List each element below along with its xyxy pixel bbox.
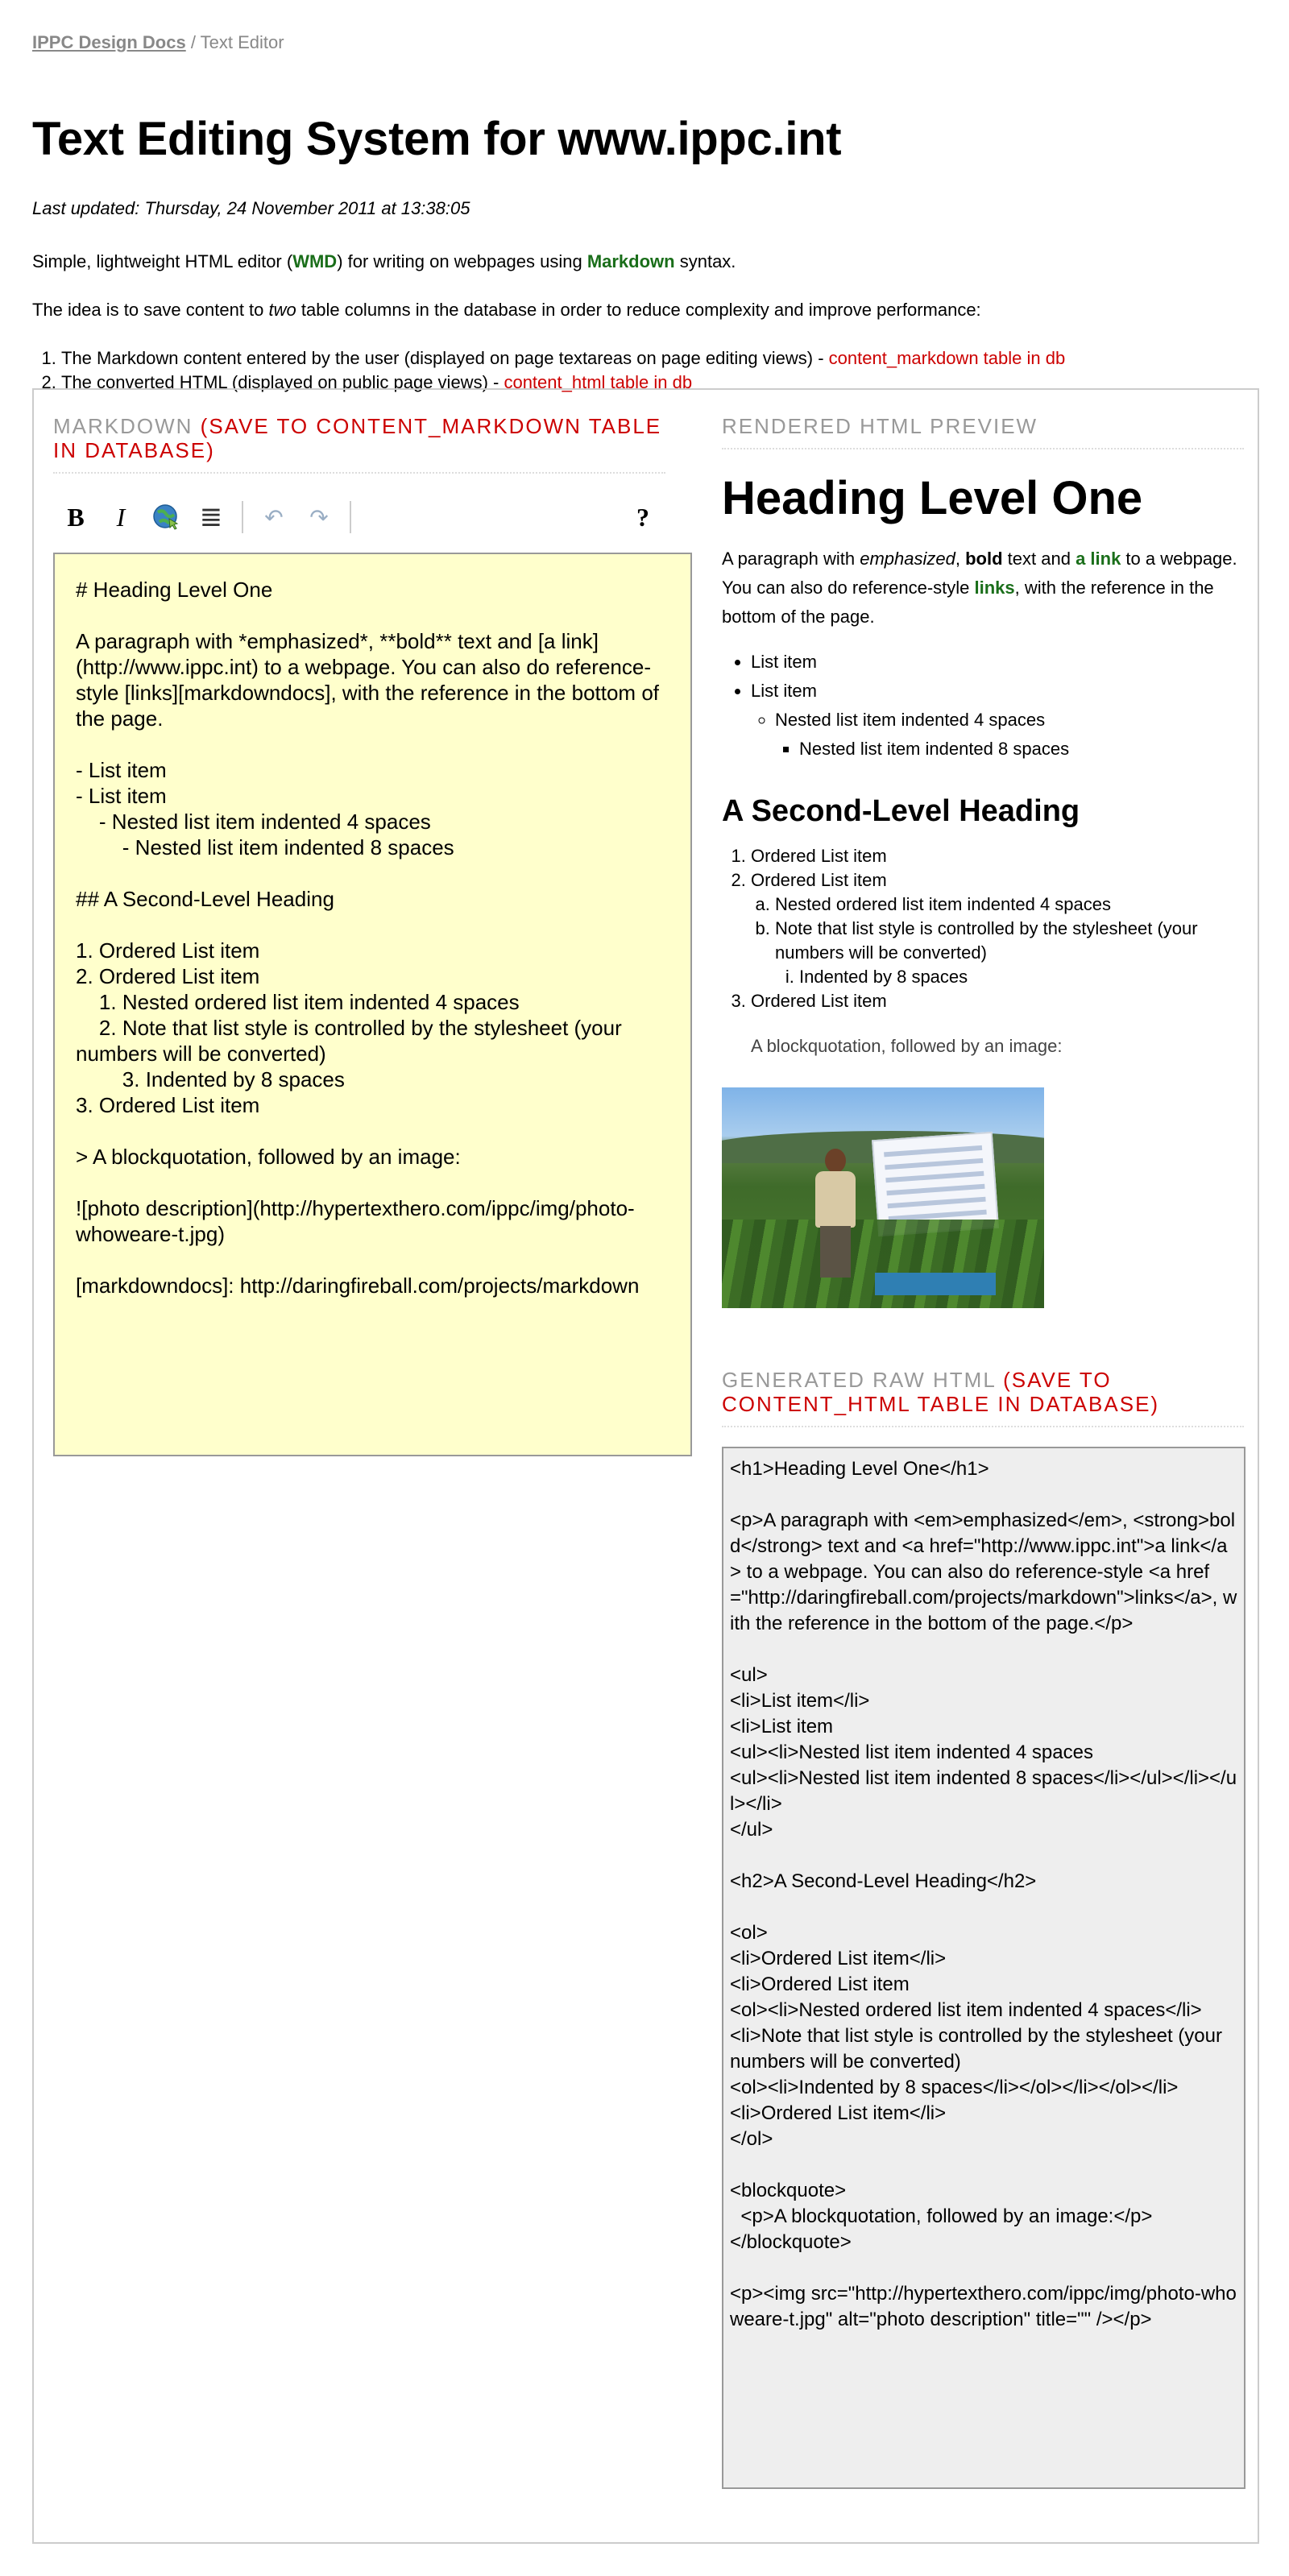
rendered-preview xyxy=(722,472,1244,1308)
breadcrumb xyxy=(32,32,1257,55)
preview-link-ippc[interactable]: a link xyxy=(1076,549,1121,569)
list-item xyxy=(751,677,1244,764)
list-item xyxy=(61,346,1257,371)
preview-text: text and xyxy=(1002,549,1076,569)
nested-list xyxy=(775,735,1244,764)
preview-paragraph xyxy=(722,545,1244,632)
editor-panel xyxy=(32,388,1259,2544)
list-item-db-note: content_markdown table in db xyxy=(828,348,1066,368)
raw-html-heading-note: (SAVE TO CONTENT_HTML TABLE IN DATABASE) xyxy=(722,1368,1160,1416)
preview-em: emphasized xyxy=(860,549,955,569)
photo-table xyxy=(875,1273,996,1295)
globe-link-icon xyxy=(151,503,180,532)
list-button[interactable] xyxy=(189,495,234,540)
nested-ordered-list xyxy=(751,892,1244,989)
list-item: ▪ Nested list item indented 8 spaces xyxy=(799,735,1244,764)
intro-middle: ) for writing on webpages using xyxy=(337,251,587,271)
bold-icon: B xyxy=(67,502,85,532)
list-item-text: The converted HTML (displayed on public page views) - xyxy=(61,372,504,392)
undo-button[interactable] xyxy=(251,495,296,540)
page-title: Text Editing System for www.ippc.int xyxy=(32,113,842,165)
preview-text: A paragraph with xyxy=(722,549,860,569)
intro-text xyxy=(32,251,1257,274)
italic-button[interactable] xyxy=(98,495,143,540)
storage-list xyxy=(32,346,1257,395)
undo-icon: ↶ xyxy=(264,504,284,530)
redo-icon: ↷ xyxy=(309,504,329,530)
idea-after: table columns in the database in order to reduce complexity and improve performance: xyxy=(296,300,981,320)
list-item: 3. Ordered List item xyxy=(751,989,1244,1013)
preview-photo xyxy=(722,1087,1044,1308)
list-item-text: The Markdown content entered by the user (displayed on page textareas on page editing views) - xyxy=(61,348,829,368)
list-item xyxy=(775,917,1244,989)
list-item-text: List item xyxy=(751,681,817,701)
help-button[interactable] xyxy=(620,495,665,540)
breadcrumb-root-link[interactable]: IPPC Design Docs xyxy=(32,32,186,52)
list-item: • List item xyxy=(751,648,1244,677)
idea-text xyxy=(32,300,1257,322)
list-item-text: Note that list style is controlled by the stylesheet (your numbers will be converted) xyxy=(775,918,1198,963)
markdown-heading-note: (SAVE TO CONTENT_MARKDOWN TABLE IN DATABASE) xyxy=(53,414,662,462)
preview-link-docs[interactable]: links xyxy=(974,578,1015,598)
preview-text: , xyxy=(955,549,966,569)
markdown-link[interactable]: Markdown xyxy=(586,251,675,271)
list-item-db-note: content_html table in db xyxy=(504,372,693,392)
idea-before: The idea is to save content to xyxy=(32,300,269,320)
redo-button[interactable] xyxy=(296,495,342,540)
list-item-text: Nested list item indented 4 spaces xyxy=(775,710,1046,730)
page xyxy=(0,0,1289,395)
breadcrumb-current: Text Editor xyxy=(200,32,284,52)
intro-before: Simple, lightweight HTML editor ( xyxy=(32,251,293,271)
toolbar-divider xyxy=(242,501,243,533)
list-icon: ≣ xyxy=(199,502,223,532)
raw-html-output[interactable]: <h1>Heading Level One</h1> <p>A paragraph with <em>emphasized</em>, <strong>bold</strong> text and <a href="http://www.ippc.int">a link</a> to a webpage. You can also do reference-style <a href="http://daringfireball.com/projects/markdown">links</a>, with the reference in the bottom of the page.</p> <ul> <li>List item</li> <li>List item <ul><li>Nested list item indented 4 spaces <ul><li>Nested list item indented 8 spaces</li></ul></li></ul></li> </ul> <h2>A Second-Level Heading</h2> <ol> <li>Ordered List item</li> <li>Ordered List item <ol><li>Nested ordered list item indented 4 spaces</li> <li>Note that list style is controlled by the stylesheet (your numbers will be converted) <ol><li>Indented by 8 spaces</li></ol></li></ol></li> <li>Ordered List item</li> </ol> <blockquote> <p>A blockquotation, followed by an image:</p> </blockquote> <p><img src="http://hypertexthero.com/ippc/img/photo-whoweare-t.jpg" alt="photo description" title="" /></p> xyxy=(722,1447,1245,2489)
bold-button[interactable] xyxy=(53,495,98,540)
editor-toolbar xyxy=(53,490,665,545)
preview-text: to a webpage. You can also do reference-style xyxy=(722,549,1237,598)
preview-h2: A Second-Level Heading xyxy=(722,794,1080,828)
raw-html-heading xyxy=(722,1368,1244,1427)
preview-heading: RENDERED HTML PREVIEW xyxy=(722,414,1244,449)
preview-ordered-list xyxy=(722,844,1244,1013)
list-item: a. Nested ordered list item indented 4 spaces xyxy=(775,892,1244,917)
nested-list xyxy=(751,706,1244,764)
list-item-text: Ordered List item xyxy=(751,870,887,890)
preview-h1: Heading Level One xyxy=(722,472,1143,524)
preview-strong: bold xyxy=(965,549,1003,569)
list-item: i. Indented by 8 spaces xyxy=(799,965,1244,989)
intro-after: syntax. xyxy=(674,251,736,271)
markdown-textarea[interactable]: # Heading Level One A paragraph with *emphasized*, **bold** text and [a link](http://www.ippc.int) to a webpage. You can also do reference-style [links][markdowndocs], with the reference in the bottom of the page. - List item - List item - Nested list item indented 4 spaces - Nested list item indented 8 spaces ## A Second-Level Heading 1. Ordered List item 2. Ordered List item 1. Nested ordered list item indented 4 spaces 2. Note that list style is controlled by the stylesheet (your numbers will be converted) 3. Indented by 8 spaces 3. Ordered List item > A blockquotation, followed by an image: ![photo description](http://hypertexthero.com/ippc/img/photo-whoweare-t.jpg) [markdowndocs]: http://daringfireball.com/projects/markdown xyxy=(53,553,692,1456)
preview-unordered-list xyxy=(722,648,1244,764)
raw-html-heading-label: GENERATED RAW HTML xyxy=(722,1368,996,1392)
list-item xyxy=(775,706,1244,764)
preview-text: , with the reference in the bottom of the page. xyxy=(722,578,1214,627)
preview-blockquote: A blockquotation, followed by an image: xyxy=(751,1036,1063,1056)
preview-column xyxy=(722,414,1244,2489)
nested-ordered-list xyxy=(775,965,1244,989)
toolbar-divider xyxy=(350,501,351,533)
markdown-heading xyxy=(53,414,665,474)
list-item xyxy=(751,868,1244,989)
list-item: 1. Ordered List item xyxy=(751,844,1244,868)
photo-person xyxy=(810,1149,859,1278)
link-button[interactable] xyxy=(143,495,189,540)
markdown-column xyxy=(53,414,698,1456)
wmd-link[interactable]: WMD xyxy=(292,251,338,271)
italic-icon: I xyxy=(116,502,126,532)
markdown-heading-label: MARKDOWN xyxy=(53,414,193,438)
last-updated: Last updated: Thursday, 24 November 2011 at 13:38:05 xyxy=(32,198,470,218)
idea-emphasis: two xyxy=(268,300,296,320)
breadcrumb-separator: / xyxy=(185,32,201,52)
help-icon: ? xyxy=(636,502,649,532)
